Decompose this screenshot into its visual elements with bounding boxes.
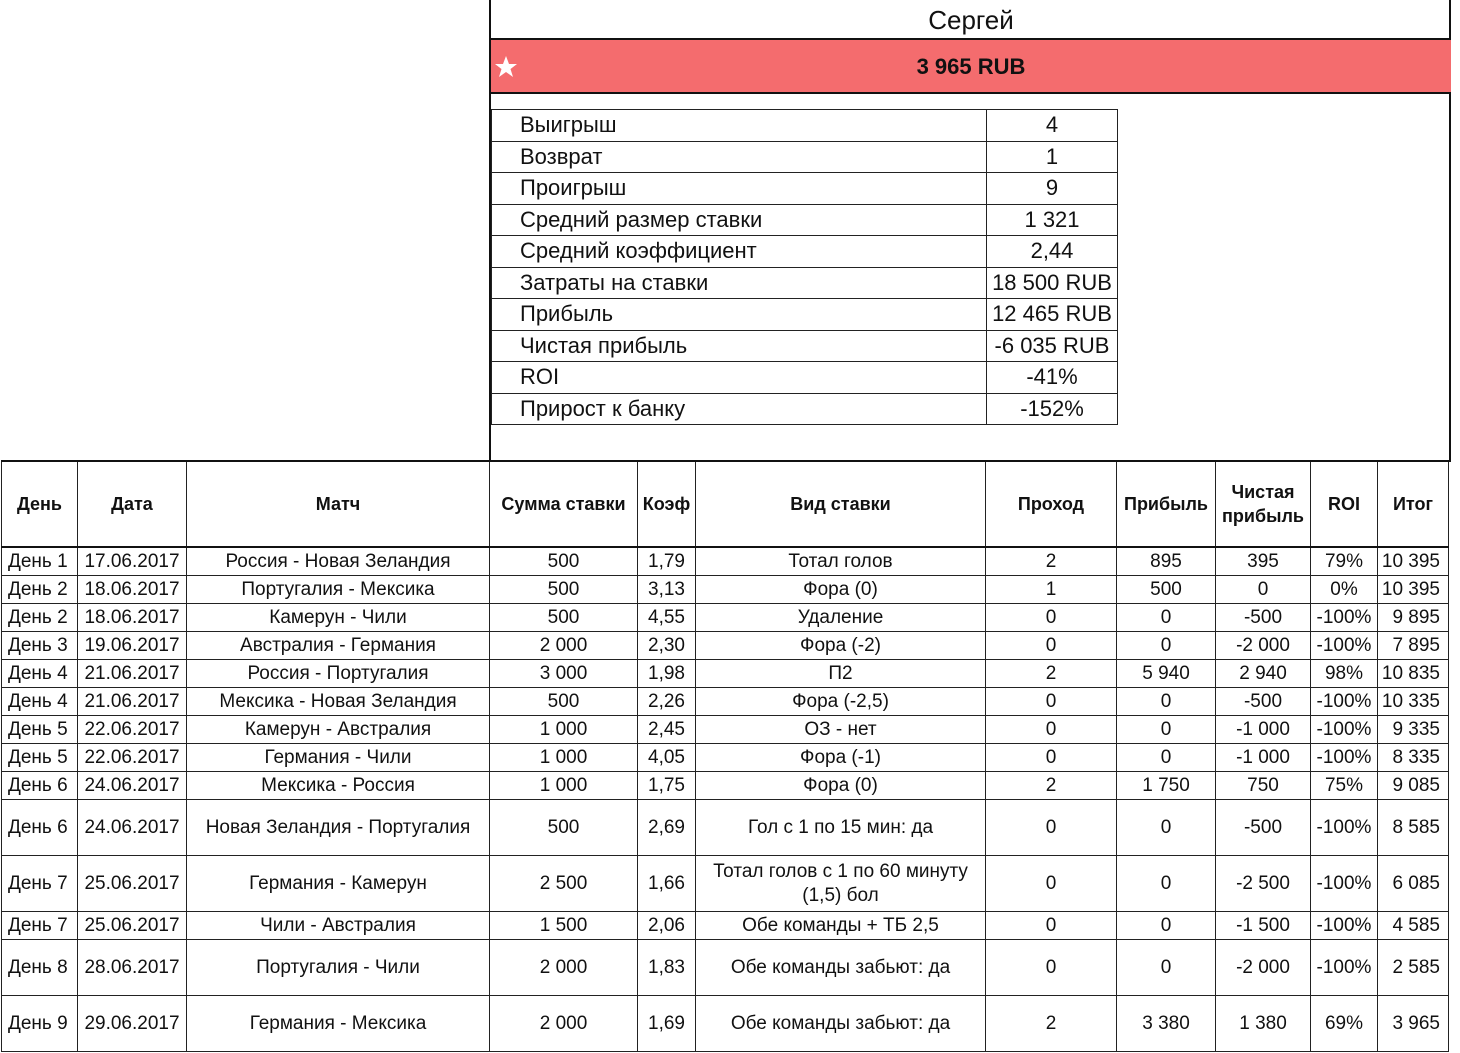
table-cell: 0: [986, 744, 1117, 772]
stat-label: Возврат: [492, 141, 987, 173]
table-row: [2, 800, 1449, 856]
table-cell: 9 895: [1378, 604, 1449, 632]
table-cell: День 4: [2, 688, 78, 716]
table-row: [2, 688, 1449, 716]
table-cell: 0: [986, 800, 1117, 856]
table-cell: 79%: [1311, 547, 1378, 576]
stat-value: 1: [987, 141, 1118, 173]
table-cell: 1,98: [638, 660, 696, 688]
table-cell: Португалия - Мексика: [187, 576, 490, 604]
stat-label: Чистая прибыль: [492, 330, 987, 362]
table-cell: 10 335: [1378, 688, 1449, 716]
table-cell: Россия - Новая Зеландия: [187, 547, 490, 576]
table-cell: 1,75: [638, 772, 696, 800]
table-cell: 22.06.2017: [78, 716, 187, 744]
table-cell: Фора (0): [696, 772, 986, 800]
table-cell: 2 940: [1216, 660, 1311, 688]
table-cell: -100%: [1311, 800, 1378, 856]
table-cell: Португалия - Чили: [187, 940, 490, 996]
table-row: [2, 856, 1449, 912]
table-cell: 25.06.2017: [78, 856, 187, 912]
table-cell: 2: [986, 547, 1117, 576]
table-cell: 19.06.2017: [78, 632, 187, 660]
stat-value: 12 465 RUB: [987, 299, 1118, 331]
table-cell: 18.06.2017: [78, 604, 187, 632]
table-cell: П2: [696, 660, 986, 688]
table-cell: 69%: [1311, 996, 1378, 1052]
stat-label: Проигрыш: [492, 173, 987, 205]
table-cell: 2,26: [638, 688, 696, 716]
column-header: Итог: [1378, 461, 1449, 547]
stat-value: 2,44: [987, 236, 1118, 268]
table-cell: 1,79: [638, 547, 696, 576]
table-cell: 2 585: [1378, 940, 1449, 996]
stat-label: ROI: [492, 362, 987, 394]
table-cell: Тотал голов: [696, 547, 986, 576]
table-cell: 25.06.2017: [78, 912, 187, 940]
table-cell: Фора (0): [696, 576, 986, 604]
table-cell: День 6: [2, 800, 78, 856]
table-cell: 5 940: [1117, 660, 1216, 688]
stat-value: 18 500 RUB: [987, 267, 1118, 299]
table-cell: День 8: [2, 940, 78, 996]
table-cell: 21.06.2017: [78, 688, 187, 716]
table-cell: 395: [1216, 547, 1311, 576]
table-cell: 18.06.2017: [78, 576, 187, 604]
stats-row: [492, 267, 1118, 299]
stat-value: 1 321: [987, 204, 1118, 236]
column-header: Прибыль: [1117, 461, 1216, 547]
table-cell: 2 500: [490, 856, 638, 912]
table-cell: 0: [986, 940, 1117, 996]
table-cell: Чили - Австралия: [187, 912, 490, 940]
table-cell: -2 000: [1216, 632, 1311, 660]
table-cell: 1: [986, 576, 1117, 604]
table-cell: 1,83: [638, 940, 696, 996]
column-header: Проход: [986, 461, 1117, 547]
table-cell: -500: [1216, 688, 1311, 716]
table-cell: -100%: [1311, 912, 1378, 940]
stat-label: Средний коэффициент: [492, 236, 987, 268]
table-cell: День 3: [2, 632, 78, 660]
table-cell: Германия - Мексика: [187, 996, 490, 1052]
table-cell: -1 000: [1216, 716, 1311, 744]
stats-row: [492, 110, 1118, 142]
table-cell: 24.06.2017: [78, 772, 187, 800]
stat-label: Средний размер ставки: [492, 204, 987, 236]
bank-band: [491, 38, 1451, 94]
table-cell: 0: [1117, 604, 1216, 632]
table-cell: 1 500: [490, 912, 638, 940]
stats-row: [492, 173, 1118, 205]
column-header: Дата: [78, 461, 187, 547]
table-cell: 4,55: [638, 604, 696, 632]
table-row: [2, 547, 1449, 576]
table-cell: 0: [1117, 912, 1216, 940]
table-cell: Фора (-2,5): [696, 688, 986, 716]
stat-value: -6 035 RUB: [987, 330, 1118, 362]
table-cell: 0: [986, 688, 1117, 716]
table-cell: 2 000: [490, 940, 638, 996]
table-cell: 3 380: [1117, 996, 1216, 1052]
table-cell: Германия - Чили: [187, 744, 490, 772]
table-cell: 3 000: [490, 660, 638, 688]
table-cell: День 2: [2, 604, 78, 632]
table-cell: 1,66: [638, 856, 696, 912]
table-cell: Фора (-2): [696, 632, 986, 660]
table-cell: 1,69: [638, 996, 696, 1052]
table-cell: 0: [986, 856, 1117, 912]
bank-amount: 3 965 RUB: [916, 54, 1026, 79]
table-cell: 1 750: [1117, 772, 1216, 800]
table-cell: Камерун - Чили: [187, 604, 490, 632]
table-cell: 750: [1216, 772, 1311, 800]
table-cell: Тотал голов с 1 по 60 минуту (1,5) бол: [696, 856, 986, 912]
stats-row: [492, 362, 1118, 394]
table-cell: 2 000: [490, 632, 638, 660]
table-cell: Обе команды забьют: да: [696, 996, 986, 1052]
table-cell: 2,69: [638, 800, 696, 856]
table-cell: -100%: [1311, 716, 1378, 744]
table-cell: -100%: [1311, 744, 1378, 772]
table-cell: 24.06.2017: [78, 800, 187, 856]
table-cell: Обе команды забьют: да: [696, 940, 986, 996]
table-cell: 0: [1117, 940, 1216, 996]
column-header: Коэф: [638, 461, 696, 547]
table-cell: 500: [1117, 576, 1216, 604]
column-header: Сумма ставки: [490, 461, 638, 547]
table-row: [2, 716, 1449, 744]
table-cell: 10 835: [1378, 660, 1449, 688]
bets-header-row: [2, 461, 1449, 547]
table-cell: -2 000: [1216, 940, 1311, 996]
table-cell: 10 395: [1378, 547, 1449, 576]
stat-label: Прирост к банку: [492, 393, 987, 425]
table-cell: 0: [1117, 688, 1216, 716]
table-cell: День 5: [2, 716, 78, 744]
table-cell: 98%: [1311, 660, 1378, 688]
table-cell: Гол с 1 по 15 мин: да: [696, 800, 986, 856]
table-cell: День 9: [2, 996, 78, 1052]
table-cell: 1 000: [490, 716, 638, 744]
table-cell: 29.06.2017: [78, 996, 187, 1052]
table-cell: 1 380: [1216, 996, 1311, 1052]
table-cell: 0: [1216, 576, 1311, 604]
table-cell: Мексика - Россия: [187, 772, 490, 800]
table-cell: 10 395: [1378, 576, 1449, 604]
stats-row: [492, 204, 1118, 236]
table-row: [2, 940, 1449, 996]
table-cell: 500: [490, 604, 638, 632]
table-cell: 2,45: [638, 716, 696, 744]
table-row: [2, 772, 1449, 800]
stat-label: Выигрыш: [492, 110, 987, 142]
table-cell: День 4: [2, 660, 78, 688]
table-cell: -100%: [1311, 940, 1378, 996]
table-cell: 4 585: [1378, 912, 1449, 940]
table-cell: Мексика - Новая Зеландия: [187, 688, 490, 716]
table-cell: 75%: [1311, 772, 1378, 800]
table-row: [2, 576, 1449, 604]
table-row: [2, 744, 1449, 772]
table-cell: 6 085: [1378, 856, 1449, 912]
table-cell: -1 500: [1216, 912, 1311, 940]
table-cell: 8 585: [1378, 800, 1449, 856]
table-cell: Германия - Камерун: [187, 856, 490, 912]
table-cell: 0: [1117, 856, 1216, 912]
stat-value: -41%: [987, 362, 1118, 394]
table-cell: 9 085: [1378, 772, 1449, 800]
table-cell: 9 335: [1378, 716, 1449, 744]
stat-value: 4: [987, 110, 1118, 142]
table-cell: День 7: [2, 856, 78, 912]
table-cell: Камерун - Австралия: [187, 716, 490, 744]
table-cell: 0: [1117, 800, 1216, 856]
stat-value: -152%: [987, 393, 1118, 425]
table-cell: День 6: [2, 772, 78, 800]
table-cell: 3,13: [638, 576, 696, 604]
table-cell: 21.06.2017: [78, 660, 187, 688]
table-cell: 0: [986, 912, 1117, 940]
table-cell: 1 000: [490, 772, 638, 800]
stat-value: 9: [987, 173, 1118, 205]
table-cell: 0: [986, 604, 1117, 632]
table-row: [2, 632, 1449, 660]
table-cell: 0%: [1311, 576, 1378, 604]
table-cell: 22.06.2017: [78, 744, 187, 772]
table-cell: -100%: [1311, 632, 1378, 660]
table-row: [2, 912, 1449, 940]
table-cell: 17.06.2017: [78, 547, 187, 576]
table-cell: 3 965: [1378, 996, 1449, 1052]
stat-label: Прибыль: [492, 299, 987, 331]
table-cell: День 2: [2, 576, 78, 604]
table-row: [2, 604, 1449, 632]
table-cell: Удаление: [696, 604, 986, 632]
table-cell: 2: [986, 772, 1117, 800]
table-cell: Новая Зеландия - Португалия: [187, 800, 490, 856]
table-cell: День 7: [2, 912, 78, 940]
table-cell: 2: [986, 996, 1117, 1052]
table-cell: 0: [1117, 744, 1216, 772]
table-cell: День 1: [2, 547, 78, 576]
stats-table: [491, 109, 1118, 425]
table-cell: -500: [1216, 604, 1311, 632]
column-header: День: [2, 461, 78, 547]
table-cell: Россия - Португалия: [187, 660, 490, 688]
bets-table: [1, 460, 1449, 1052]
table-cell: 500: [490, 800, 638, 856]
table-row: [2, 660, 1449, 688]
table-cell: -1 000: [1216, 744, 1311, 772]
table-row: [2, 996, 1449, 1052]
stats-row: [492, 236, 1118, 268]
table-cell: -2 500: [1216, 856, 1311, 912]
table-cell: ОЗ - нет: [696, 716, 986, 744]
table-cell: 1 000: [490, 744, 638, 772]
column-header: Вид ставки: [696, 461, 986, 547]
table-cell: 2,30: [638, 632, 696, 660]
table-cell: 500: [490, 547, 638, 576]
table-cell: 28.06.2017: [78, 940, 187, 996]
table-cell: 895: [1117, 547, 1216, 576]
table-cell: 500: [490, 688, 638, 716]
table-cell: 0: [986, 632, 1117, 660]
table-cell: 0: [1117, 632, 1216, 660]
table-cell: 0: [1117, 716, 1216, 744]
player-name: Сергей: [928, 5, 1014, 35]
table-cell: 2: [986, 660, 1117, 688]
stats-row: [492, 141, 1118, 173]
table-cell: 0: [986, 716, 1117, 744]
table-cell: -100%: [1311, 856, 1378, 912]
table-cell: Фора (-1): [696, 744, 986, 772]
table-cell: 2 000: [490, 996, 638, 1052]
table-cell: День 5: [2, 744, 78, 772]
stats-row: [492, 393, 1118, 425]
stats-row: [492, 330, 1118, 362]
column-header: Чистая прибыль: [1216, 461, 1311, 547]
stats-row: [492, 299, 1118, 331]
column-header: ROI: [1311, 461, 1378, 547]
table-cell: 7 895: [1378, 632, 1449, 660]
table-cell: 8 335: [1378, 744, 1449, 772]
table-cell: Обе команды + ТБ 2,5: [696, 912, 986, 940]
table-cell: 2,06: [638, 912, 696, 940]
table-cell: 4,05: [638, 744, 696, 772]
stat-label: Затраты на ставки: [492, 267, 987, 299]
table-cell: -100%: [1311, 604, 1378, 632]
table-cell: -500: [1216, 800, 1311, 856]
column-header: Матч: [187, 461, 490, 547]
table-cell: 500: [490, 576, 638, 604]
table-cell: Австралия - Германия: [187, 632, 490, 660]
table-cell: -100%: [1311, 688, 1378, 716]
